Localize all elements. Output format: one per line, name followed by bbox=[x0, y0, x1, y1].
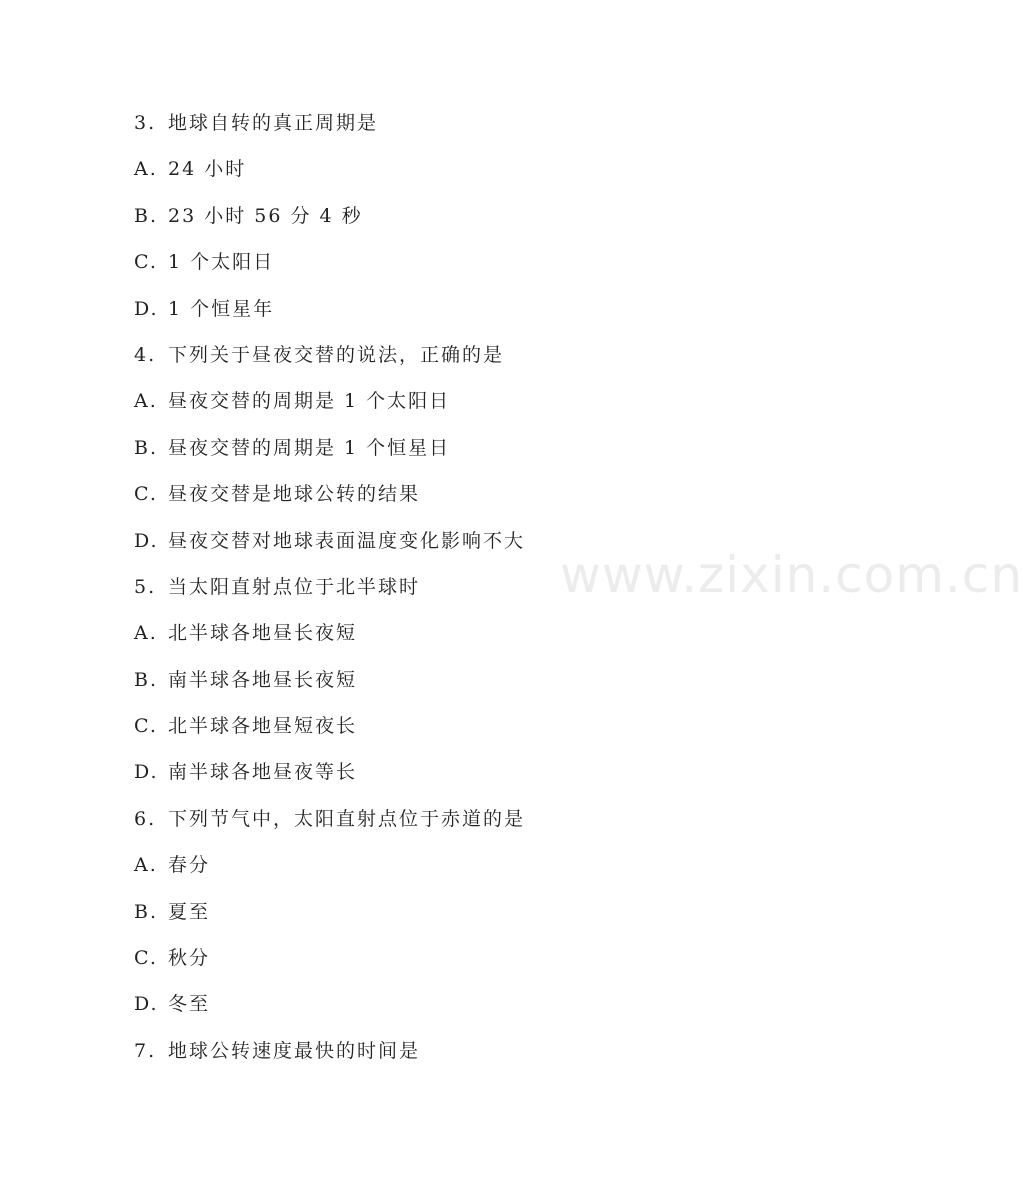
option-label: A. bbox=[134, 158, 158, 181]
option-text: 冬至 bbox=[168, 993, 211, 1016]
option-item bbox=[134, 152, 834, 198]
question-text: 地球自转的真正周期是 bbox=[168, 112, 379, 134]
option-text: 秋分 bbox=[168, 947, 211, 970]
option-item bbox=[134, 755, 834, 801]
question-stem bbox=[134, 106, 834, 152]
question-text: 地球公转速度最快的时间是 bbox=[168, 1039, 421, 1062]
option-text: 昼夜交替的周期是 1 个太阳日 bbox=[168, 390, 451, 413]
option-label: B. bbox=[134, 436, 159, 459]
question-stem bbox=[134, 802, 834, 848]
option-text: 1 个恒星年 bbox=[168, 297, 275, 320]
option-label: B. bbox=[134, 204, 159, 227]
option-label: C. bbox=[134, 483, 158, 506]
option-text: 北半球各地昼短夜长 bbox=[168, 715, 358, 738]
option-label: C. bbox=[134, 947, 158, 970]
option-item bbox=[134, 616, 834, 662]
option-item bbox=[134, 245, 834, 291]
option-item bbox=[134, 848, 834, 894]
question-text: 当太阳直射点位于北半球时 bbox=[168, 575, 421, 598]
option-text: 昼夜交替是地球公转的结果 bbox=[168, 483, 421, 506]
option-label: A. bbox=[134, 854, 158, 877]
option-label: D. bbox=[134, 297, 159, 320]
option-item bbox=[134, 941, 834, 987]
option-label: D. bbox=[134, 993, 159, 1016]
question-stem bbox=[134, 570, 834, 616]
question-text: 下列关于昼夜交替的说法，正确的是 bbox=[168, 343, 505, 366]
question-text: 下列节气中，太阳直射点位于赤道的是 bbox=[168, 807, 526, 830]
question-stem bbox=[134, 1034, 834, 1080]
option-text: 昼夜交替对地球表面温度变化影响不大 bbox=[168, 529, 526, 552]
option-text: 南半球各地昼长夜短 bbox=[168, 668, 358, 691]
option-text: 南半球各地昼夜等长 bbox=[168, 761, 358, 784]
option-item bbox=[134, 663, 834, 709]
option-text: 夏至 bbox=[168, 900, 211, 923]
question-number: 3. bbox=[134, 112, 157, 134]
option-item bbox=[134, 292, 834, 338]
question-number: 4. bbox=[134, 343, 157, 366]
question-number: 6. bbox=[134, 807, 157, 830]
option-item bbox=[134, 477, 834, 523]
option-label: C. bbox=[134, 715, 158, 738]
option-text: 春分 bbox=[168, 854, 211, 877]
question-number: 7. bbox=[134, 1039, 157, 1062]
option-item bbox=[134, 199, 834, 245]
option-item bbox=[134, 384, 834, 430]
option-item bbox=[134, 987, 834, 1033]
option-item bbox=[134, 709, 834, 755]
option-text: 24 小时 bbox=[168, 158, 247, 181]
option-label: D. bbox=[134, 529, 159, 552]
option-item bbox=[134, 524, 834, 570]
option-item bbox=[134, 431, 834, 477]
watermark: www.zixin.com.cn bbox=[560, 546, 1023, 604]
option-item bbox=[134, 895, 834, 941]
option-text: 昼夜交替的周期是 1 个恒星日 bbox=[168, 436, 451, 459]
question-list bbox=[134, 106, 834, 1080]
option-label: A. bbox=[134, 622, 158, 645]
option-label: C. bbox=[134, 251, 158, 274]
option-label: A. bbox=[134, 390, 158, 413]
question-number: 5. bbox=[134, 575, 157, 598]
option-label: B. bbox=[134, 668, 159, 691]
option-text: 1 个太阳日 bbox=[168, 251, 275, 274]
question-stem bbox=[134, 338, 834, 384]
option-label: D. bbox=[134, 761, 159, 784]
option-text: 北半球各地昼长夜短 bbox=[168, 622, 358, 645]
option-text: 23 小时 56 分 4 秒 bbox=[168, 204, 363, 227]
option-label: B. bbox=[134, 900, 159, 923]
